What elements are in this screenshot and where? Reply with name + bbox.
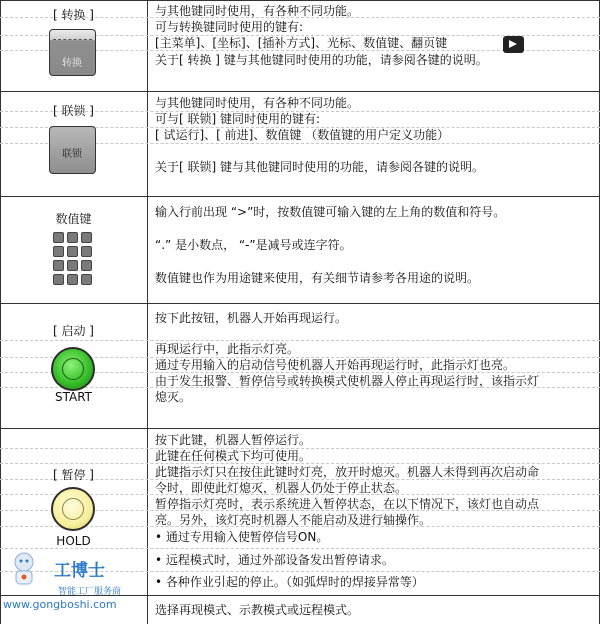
row-border	[0, 303, 600, 304]
numeric-key	[67, 274, 78, 285]
hold-desc-line-6: 亮。另外，该灯亮时机器人不能启动及进行轴操作。	[155, 513, 432, 527]
start-desc-line-4: 通过专用输入的启动信号使机器人开始再现运行时，此指示灯也亮。	[155, 358, 516, 372]
shift-key-title: [ 转换 ]	[53, 8, 94, 22]
hold-desc-line-5: 暂停指示灯亮时，表示系统进入暂停状态，在以下情况下，该灯也自动点	[155, 497, 540, 511]
start-desc-line-3: 再现运行中，此指示灯亮。	[155, 342, 300, 356]
hold-desc-line-7: • 通过专用输入使暂停信号ON。	[155, 530, 329, 544]
hold-desc-line-1: 按下此键，机器人暂停运行。	[155, 433, 312, 447]
numeric-key	[67, 246, 78, 257]
hold-desc-line-4: 令时，即使此灯熄灭，机器人仍处于停止状态。	[155, 481, 408, 495]
start-key-title: [ 启动 ]	[53, 324, 94, 338]
numeric-desc-line-3: “.” 是小数点， “-”是减号或连字符。	[155, 238, 352, 252]
numeric-key	[53, 232, 64, 243]
row-border	[0, 91, 600, 92]
interlock-desc-line-1: 与其他键同时使用，有各种不同功能。	[155, 96, 360, 110]
interlock-key-label: 联锁	[62, 149, 82, 160]
start-button-image	[51, 347, 95, 391]
interlock-key-title: [ 联锁 ]	[53, 104, 94, 118]
start-button-label: START	[54, 390, 93, 404]
numeric-key	[67, 232, 78, 243]
start-desc-line-1: 按下此按钮，机器人开始再现运行。	[155, 311, 348, 325]
watermark-brand: 工博士	[54, 561, 105, 581]
shift-desc-line-1: 与其他键同时使用，有各种不同功能。	[155, 4, 360, 18]
watermark-subtitle: 智能工厂服务商	[58, 587, 122, 597]
hold-desc-line-2: 此键在任何模式下均可使用。	[155, 449, 312, 463]
numeric-keypad-image	[53, 232, 93, 288]
row-border	[0, 196, 600, 197]
hold-key-title: [ 暂停 ]	[53, 468, 94, 482]
hold-button-label: HOLD	[56, 534, 91, 548]
numeric-key	[67, 260, 78, 271]
row-border	[0, 0, 600, 1]
start-desc-line-5: 由于发生报警、暂停信号或转换模式使机器人停止再现运行时，该指示灯	[155, 374, 540, 388]
shift-key-image	[49, 29, 96, 76]
numeric-key-title: 数值键	[55, 212, 92, 226]
start-desc-line-6: 熄灭。	[155, 390, 192, 404]
shift-key-label: 转换	[62, 58, 82, 69]
shift-desc-line-2: 可与转换键同时使用的键有:	[155, 20, 304, 34]
numeric-desc-line-5: 数值键也作为用途键来使用，有关细节请参考各用途的说明。	[155, 271, 480, 285]
page-key-icon	[503, 36, 524, 53]
column-border	[0, 0, 1, 624]
numeric-key	[81, 246, 92, 257]
hold-desc-line-9: • 远程模式时，通过外部设备发出暂停请求。	[155, 553, 394, 567]
interlock-desc-line-2: 可与[ 联锁] 键同时使用的键有:	[155, 112, 321, 126]
guide-line	[0, 548, 600, 549]
hold-desc-line-11: • 各种作业引起的停止。（如弧焊时的焊接异常等）	[155, 575, 424, 589]
interlock-desc-line-3: [ 试运行]、[ 前进]、数值键 （数值键的用户定义功能）	[155, 128, 450, 142]
hold-desc-line-3: 此键指示灯只在按住此键时灯亮，放开时熄灭。机器人未得到再次启动命	[155, 465, 540, 479]
numeric-key	[53, 274, 64, 285]
shift-desc-line-4: 关于[ 转换 ] 键与其他键同时使用的功能，请参阅各键的说明。	[155, 53, 488, 67]
numeric-key	[81, 274, 92, 285]
numeric-key	[53, 246, 64, 257]
interlock-key-image	[49, 126, 96, 174]
guide-line	[0, 340, 600, 341]
interlock-desc-line-5: 关于[ 联锁] 键与其他键同时使用的功能，请参阅各键的说明。	[155, 160, 484, 174]
numeric-desc-line-1: 输入行前出现 “>”时，按数值键可输入键的左上角的数值和符号。	[155, 205, 506, 219]
column-border	[147, 0, 148, 624]
row-border	[0, 428, 600, 429]
mode-desc-line-1: 选择再现模式、示教模式或远程模式。	[155, 603, 360, 617]
robot-mascot-icon	[5, 550, 43, 590]
shift-desc-line-3: [主菜单]、[坐标]、[插补方式]、光标、数值键、翻页键	[155, 36, 448, 50]
numeric-key	[81, 260, 92, 271]
hold-button-image	[51, 487, 95, 531]
numeric-key	[81, 232, 92, 243]
numeric-key	[53, 260, 64, 271]
watermark-url: www.gongboshi.com	[3, 598, 117, 611]
